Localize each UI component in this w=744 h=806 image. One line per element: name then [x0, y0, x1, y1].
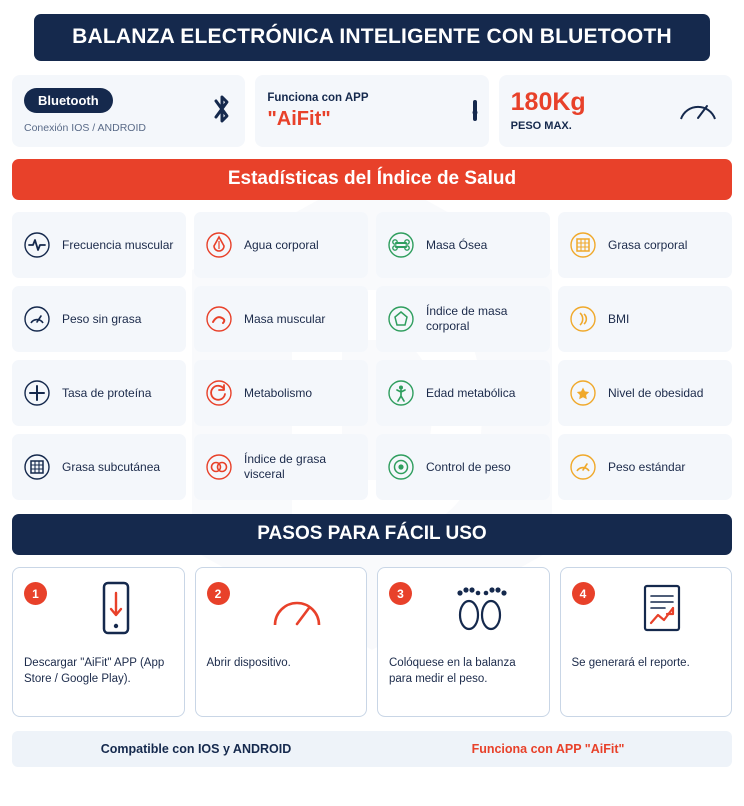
bluetooth-icon: [211, 92, 233, 131]
step-card-4: [560, 567, 733, 717]
step-number: 1: [24, 582, 47, 605]
step-text: Colóquese en la balanza para medir el peso.: [389, 657, 516, 685]
pentagon-icon: [386, 304, 416, 334]
stat-card-peso-sin-grasa: [12, 286, 186, 352]
gauge-icon: [568, 452, 598, 482]
app-name-label: "AiFit": [267, 107, 331, 130]
stat-label: Índice de grasa visceral: [244, 452, 327, 481]
stat-label: Grasa subcutánea: [62, 459, 161, 474]
waves-icon: [568, 304, 598, 334]
stat-label: Peso sin grasa: [62, 311, 142, 326]
bone-icon: [386, 230, 416, 260]
stat-label: Edad metabólica: [426, 385, 516, 400]
stat-label: Tasa de proteína: [62, 385, 152, 400]
refresh-icon: [204, 378, 234, 408]
double-circle-icon: [204, 452, 234, 482]
person-running-icon: [386, 378, 416, 408]
stat-card-peso-estandar: [558, 434, 732, 500]
feature-card-capacity: [499, 75, 732, 147]
stat-label: Índice de masa corporal: [426, 304, 508, 333]
stat-label: Nivel de obesidad: [608, 385, 704, 400]
stat-card-indice-grasa-visceral: [194, 434, 368, 500]
footer-bar: [12, 731, 732, 767]
step-text: Se generará el reporte.: [571, 657, 690, 669]
stat-card-frecuencia-muscular: [12, 212, 186, 278]
step-number: 4: [572, 582, 595, 605]
page-title: BALANZA ELECTRÓNICA INTELIGENTE CON BLUETOOTH: [34, 14, 710, 61]
stat-label: Frecuencia muscular: [62, 237, 174, 252]
bluetooth-pill-label: Bluetooth: [24, 88, 113, 113]
stat-label: Grasa corporal: [608, 237, 688, 252]
stat-label: Agua corporal: [244, 237, 319, 252]
stat-card-control-peso: [376, 434, 550, 500]
step-card-1: [12, 567, 185, 717]
step-number: 2: [207, 582, 230, 605]
stat-card-agua-corporal: [194, 212, 368, 278]
feature-card-app: [255, 75, 488, 147]
stat-card-tasa-proteina: [12, 360, 186, 426]
stat-card-masa-muscular: [194, 286, 368, 352]
stat-card-masa-osea: [376, 212, 550, 278]
feature-strip: [12, 75, 732, 147]
max-weight-label: PESO MAX.: [510, 120, 572, 132]
stat-card-nivel-obesidad: [558, 360, 732, 426]
phone-download-icon: [57, 580, 173, 638]
steps-section-title: PASOS PARA FÁCIL USO: [12, 514, 732, 555]
stat-label: Control de peso: [426, 459, 511, 474]
step-card-2: [195, 567, 368, 717]
stat-label: Peso estándar: [608, 459, 686, 474]
stat-card-metabolismo: [194, 360, 368, 426]
grid-icon: [568, 230, 598, 260]
stat-card-edad-metabolica: [376, 360, 550, 426]
footer-app-label: Funciona con APP "AiFit": [471, 742, 625, 756]
phone-icon: [473, 102, 477, 120]
step-text: Descargar "AiFit" APP (App Store / Google Play).: [24, 657, 165, 685]
step-number: 3: [389, 582, 412, 605]
report-chart-icon: [605, 580, 721, 638]
gauge-icon: [22, 304, 52, 334]
stat-card-indice-masa-corporal: [376, 286, 550, 352]
stats-grid: [12, 212, 732, 500]
plus-icon: [22, 378, 52, 408]
footer-compatibility-label: Compatible con IOS y ANDROID: [100, 742, 292, 756]
gauge-icon: [676, 92, 720, 131]
feature-card-bluetooth: [12, 75, 245, 147]
stat-label: BMI: [608, 311, 630, 326]
step-card-3: [377, 567, 550, 717]
heartbeat-icon: [22, 230, 52, 260]
bluetooth-subtitle: Conexión IOS / ANDROID: [24, 122, 146, 134]
feet-on-scale-icon: [422, 580, 538, 638]
grid-icon: [22, 452, 52, 482]
stat-card-grasa-subcutanea: [12, 434, 186, 500]
max-weight-value: 180Kg: [510, 88, 586, 116]
water-drop-icon: [204, 230, 234, 260]
stat-label: Masa muscular: [244, 311, 326, 326]
step-text: Abrir dispositivo.: [206, 657, 291, 669]
muscle-icon: [204, 304, 234, 334]
stat-label: Metabolismo: [244, 385, 313, 400]
star-badge-icon: [568, 378, 598, 408]
stat-label: Masa Ósea: [426, 237, 488, 252]
target-icon: [386, 452, 416, 482]
stats-section-title: Estadísticas del Índice de Salud: [12, 159, 732, 200]
app-works-label: Funciona con APP: [267, 91, 369, 104]
stat-card-bmi: [558, 286, 732, 352]
steps-row: [12, 567, 732, 717]
stat-card-grasa-corporal: [558, 212, 732, 278]
gauge-icon: [240, 580, 356, 638]
